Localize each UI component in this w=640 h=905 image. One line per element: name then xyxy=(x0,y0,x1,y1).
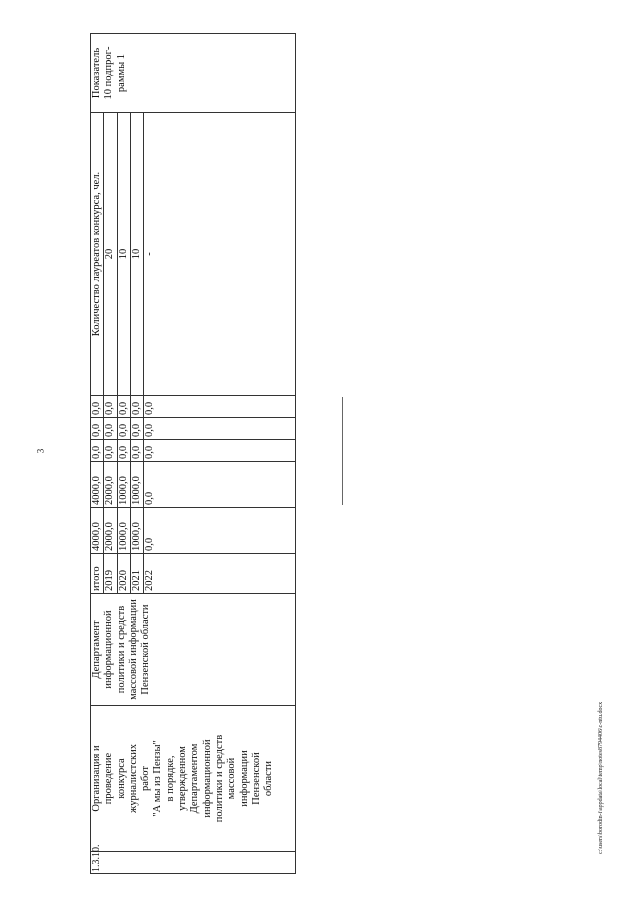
regional-cell: 1000,0 xyxy=(117,462,130,508)
value-cell: 0,0 xyxy=(130,418,143,440)
indicator-value: 20 xyxy=(104,113,117,396)
year-cell: 2021 xyxy=(130,554,143,594)
value-cell: 0,0 xyxy=(144,396,296,418)
value-cell: 0,0 xyxy=(117,440,130,462)
divider-line xyxy=(342,397,343,505)
value-cell: 0,0 xyxy=(104,440,117,462)
value-cell: 0,0 xyxy=(91,418,104,440)
value-cell: 0,0 xyxy=(117,396,130,418)
value-cell: 0,0 xyxy=(104,396,117,418)
total-cell: 0,0 xyxy=(144,508,296,554)
total-cell: 1000,0 xyxy=(117,508,130,554)
event-name: Организация и проведение конкурса журналистских работ "А мы из Пензы" в порядке, утвержденном Департаментом информационной политики и средств массовой информации Пензенской области xyxy=(91,706,296,852)
indicator-title: Количество лауреатов конкурса, чел. xyxy=(91,113,104,396)
total-cell: 4000,0 xyxy=(91,508,104,554)
value-cell: 0,0 xyxy=(130,396,143,418)
regional-cell: 1000,0 xyxy=(130,462,143,508)
indicator-value: 10 xyxy=(130,113,143,396)
year-cell: 2019 xyxy=(104,554,117,594)
regional-cell: 0,0 xyxy=(144,462,296,508)
total-cell: 1000,0 xyxy=(130,508,143,554)
year-cell: 2020 xyxy=(117,554,130,594)
total-cell: 2000,0 xyxy=(104,508,117,554)
indicator-link: Показатель 10 подпрог- раммы 1 xyxy=(91,34,296,113)
value-cell: 0,0 xyxy=(117,418,130,440)
year-cell: итого xyxy=(91,554,104,594)
value-cell: 0,0 xyxy=(104,418,117,440)
file-path: c:\users\borodin-i\appdata\local\temp\notes8794406\c-ntu.docx xyxy=(598,701,604,854)
value-cell: 0,0 xyxy=(91,440,104,462)
program-table xyxy=(90,34,315,874)
regional-cell: 2000,0 xyxy=(104,462,117,508)
page-number: 3 xyxy=(35,448,46,454)
year-cell: 2022 xyxy=(144,554,296,594)
executor: Департамент информационной политики и средств массовой информации Пензенской области xyxy=(91,594,296,706)
value-cell: 0,0 xyxy=(130,440,143,462)
indicator-value: 10 xyxy=(117,113,130,396)
row-code: 1.3.10. xyxy=(91,852,296,874)
regional-cell: 4000,0 xyxy=(91,462,104,508)
value-cell: 0,0 xyxy=(144,418,296,440)
value-cell: 0,0 xyxy=(91,396,104,418)
value-cell: 0,0 xyxy=(144,440,296,462)
indicator-value: - xyxy=(144,113,296,396)
